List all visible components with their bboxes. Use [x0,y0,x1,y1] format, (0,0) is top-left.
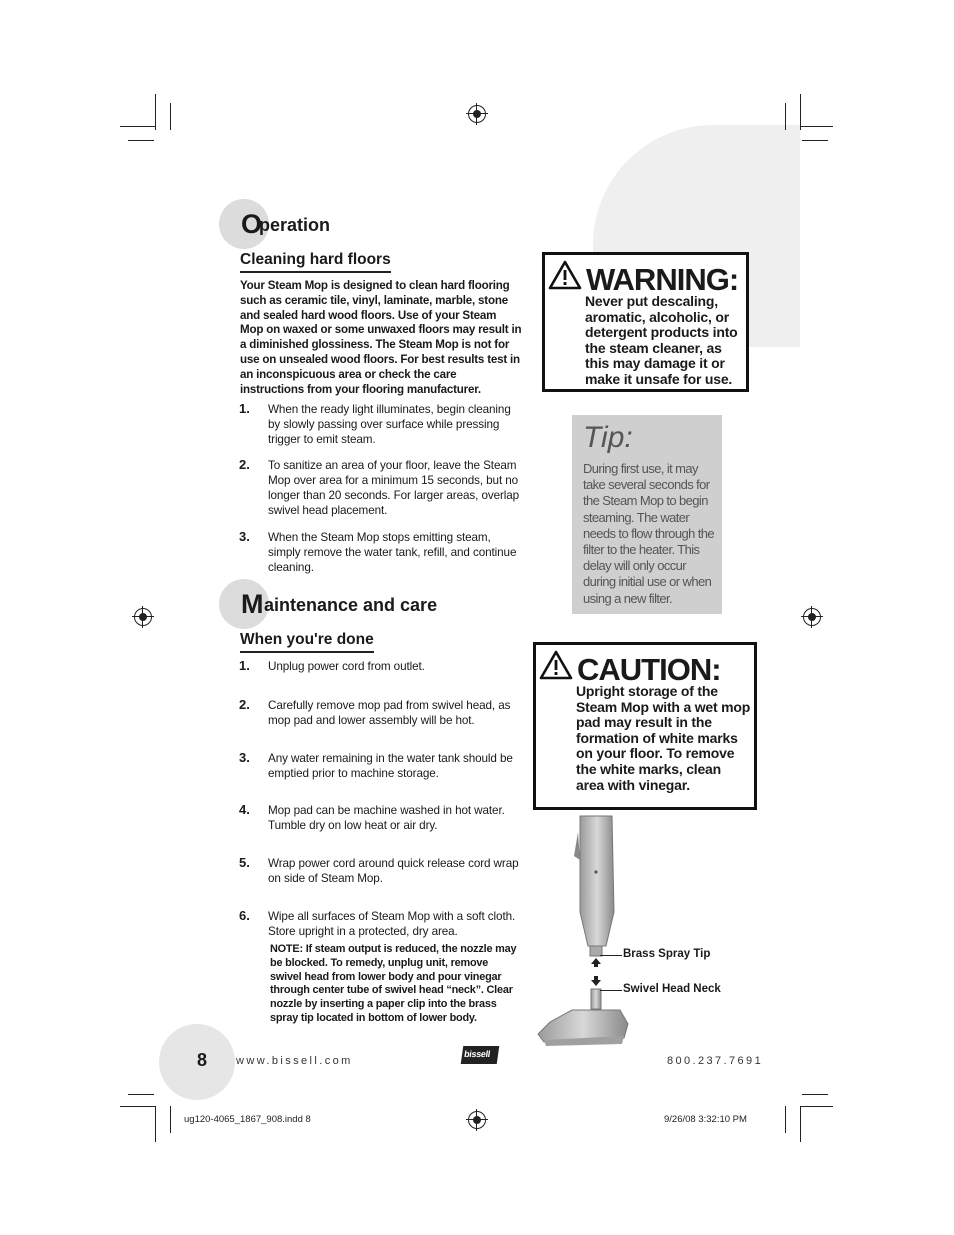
registration-mark-icon [468,105,486,123]
step-number: 1. [239,658,250,673]
step-number: 5. [239,855,250,870]
step-text: Carefully remove mop pad from swivel head, as mop pad and lower assembly will be hot. [268,699,511,727]
warning-body: Never put descaling, aromatic, alcoholic, or detergent products into the steam cleaner, as this may damage it or make it unsafe for use. [585,293,738,387]
step-number: 2. [239,697,250,712]
registration-mark-icon [134,608,152,626]
crop-mark [802,140,828,141]
crop-mark [155,1106,156,1142]
caution-body: Upright storage of the Steam Mop with a wet mop pad may result in the formation of white marks on your floor. To remove the white marks, clean area with vinegar. [576,683,751,793]
footer-website: www.bissell.com [236,1055,353,1067]
crop-mark [120,126,156,127]
steam-mop-illustration [536,812,636,1050]
warning-triangle-icon [539,650,573,680]
crop-mark [170,1106,171,1133]
warning-box [542,252,749,392]
label-swivel-head-neck: Swivel Head Neck [623,983,721,995]
registration-mark-icon [468,1111,486,1129]
tip-body: During first use, it may take several seconds for the Steam Mop to begin steaming. The water needs to flow through the filter to the heater. This delay will only occur during initial use or when using a new filter. [583,461,714,606]
intro-paragraph: Your Steam Mop is designed to clean hard flooring such as ceramic tile, vinyl, laminate, marble, stone and sealed hard wood floors. Use of your Steam Mop on waxed or some unwaxed floors may result in a diminished glossiness. The Steam Mop is not for use on unsealed wood floors. For best results test in an inconspicuous area or check the care instructions from your flooring manufacturer. [240,279,522,396]
crop-mark [800,126,833,127]
crop-mark [170,103,171,130]
warning-triangle-icon [548,260,582,290]
step-text: When the Steam Mop stops emitting steam, simply remove the water tank, refill, and continue cleaning. [268,531,517,574]
section-title: aintenance and care [264,595,438,615]
step-text: Any water remaining in the water tank should be emptied prior to machine storage. [268,752,513,780]
crop-mark [800,94,801,130]
step-text: To sanitize an area of your floor, leave the Steam Mop over area for a minimum 15 seconds, but no longer than 20 seconds. For larger areas, overlap swivel head placement. [268,459,520,517]
section-initial: M [241,589,264,619]
crop-mark [800,1106,801,1142]
page-number: 8 [197,1050,208,1070]
subheading: Cleaning hard floors [240,251,391,273]
section-title: peration [259,215,331,235]
tip-box [572,415,722,614]
step-number: 1. [239,401,250,416]
step-number: 3. [239,750,250,765]
crop-mark [120,1106,156,1107]
step-number: 6. [239,908,250,923]
step-text: Mop pad can be machine washed in hot water. Tumble dry on low heat or air dry. [268,804,505,832]
label-brass-spray-tip: Brass Spray Tip [623,948,711,960]
crop-mark [802,1094,828,1095]
crop-mark [155,94,156,130]
crop-mark [800,1106,833,1107]
leader-line [600,955,622,956]
step-text: Unplug power cord from outlet. [268,660,425,673]
crop-mark [785,1106,786,1133]
caution-box [533,642,757,810]
slug-filename: ug120-4065_1867_908.indd 8 [184,1114,311,1125]
crop-mark [128,140,154,141]
warning-title: WARNING: [586,262,739,297]
caution-title: CAUTION: [577,652,721,687]
step-text: When the ready light illuminates, begin cleaning by slowly passing over surface while pressing trigger to emit steam. [268,403,511,446]
crop-mark [128,1094,154,1095]
logo-text: bissell [463,1049,491,1059]
section-initial: O [241,209,263,239]
step-text: Wrap power cord around quick release cord wrap on side of Steam Mop. [268,857,519,885]
tip-title: Tip: [583,421,633,454]
step-text: Wipe all surfaces of Steam Mop with a soft cloth. Store upright in a protected, dry area. [268,910,516,938]
slug-timestamp: 9/26/08 3:32:10 PM [664,1114,747,1125]
leader-line [600,990,622,991]
registration-mark-icon [803,608,821,626]
step-number: 4. [239,802,250,817]
subheading: When you're done [240,631,374,653]
bissell-logo [461,1046,500,1064]
crop-mark [785,103,786,130]
step-number: 3. [239,529,250,544]
footer-phone: 800.237.7691 [667,1055,764,1067]
note-paragraph: NOTE: If steam output is reduced, the nozzle may be blocked. To remedy, unplug unit, remove swivel head from lower body and pour vinegar through center tube of swivel head “neck”. Clear nozzle by inserting a paper clip into the brass spray tip located in bottom of lower body. [270,943,517,1024]
step-number: 2. [239,457,250,472]
